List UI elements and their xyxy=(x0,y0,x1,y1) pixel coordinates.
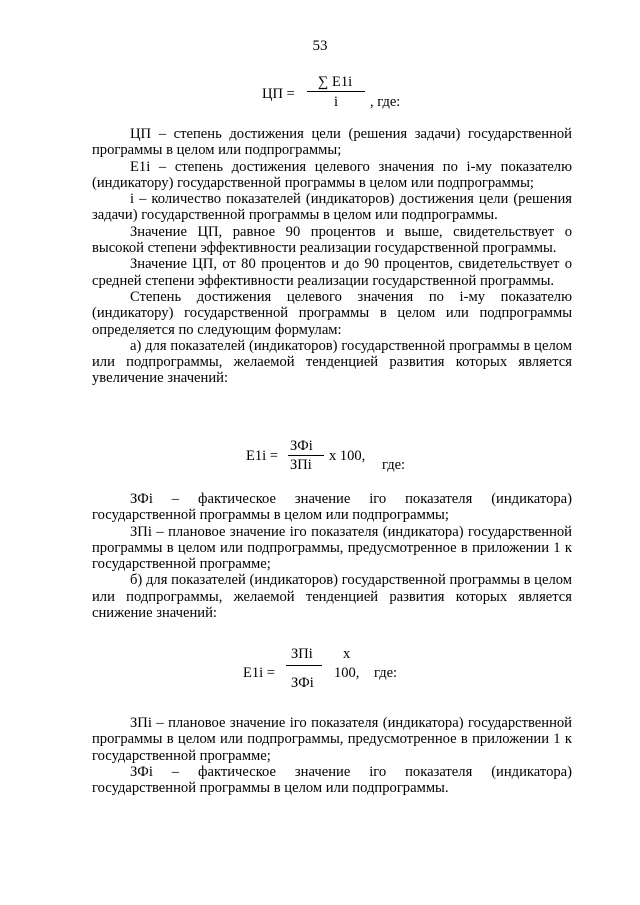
formula3-multiplier-bottom: 100, xyxy=(334,665,360,681)
paragraph: ЗПi – плановое значение iго показателя (индикатора) государственной программы в целом или подпрограммы, предусмотренное в приложении 1 к государственной программе; xyxy=(92,523,572,573)
paragraph: ЦП – степень достижения цели (решения задачи) государственной программы в целом или подпрограммы; xyxy=(92,126,572,159)
formula2-multiplier: х 100, xyxy=(329,448,366,464)
paragraph: ЗФi – фактическое значение iго показателя (индикатора) государственной программы в целом или подпрограммы. xyxy=(92,763,572,797)
paragraph: б) для показателей (индикаторов) государственной программы в целом или подпрограммы, желаемой тенденцией развития которых является снижение значений: xyxy=(92,572,572,622)
definitions-block-3 xyxy=(92,715,572,796)
paragraph: Значение ЦП, равное 90 процентов и выше, свидетельствует о высокой степени эффективности реализации государственной программы. xyxy=(92,223,572,257)
formula2-denominator: ЗПi xyxy=(290,457,312,473)
formula1-lhs: ЦП = xyxy=(262,86,295,102)
page-number: 53 xyxy=(312,38,328,54)
paragraph: Значение ЦП, от 80 процентов и до 90 процентов, свидетельствует о средней степени эффективности реализации государственной программы. xyxy=(92,256,572,289)
formula3-fraction-bar xyxy=(286,665,322,666)
paragraph: а) для показателей (индикаторов) государственной программы в целом или подпрограммы, желаемой тенденцией развития которых является увеличение значений: xyxy=(92,337,572,387)
paragraph: ЗФi – фактическое значение iго показателя (индикатора) государственной программы в целом или подпрограммы; xyxy=(92,491,572,524)
formula1-suffix: , где: xyxy=(370,94,401,110)
paragraph: i – количество показателей (индикаторов) достижения цели (решения задачи) государственной программы в целом или подпрограммы. xyxy=(92,191,572,224)
formula3-numerator: ЗПi xyxy=(291,646,313,662)
formula2-numerator: ЗФi xyxy=(290,438,313,454)
formula2-suffix: где: xyxy=(382,457,406,473)
formula2-lhs: Е1i = xyxy=(246,448,278,464)
formula3-denominator: ЗФi xyxy=(291,675,314,691)
formula1-denominator: i xyxy=(334,94,339,110)
formula3-suffix: где: xyxy=(374,665,398,681)
paragraph: Степень достижения целевого значения по i-му показателю (индикатору) государственной программы в целом или подпрограммы определяется по следующим формулам: xyxy=(92,288,572,338)
paragraph: Е1i – степень достижения целевого значения по i-му показателю (индикатору) государственной программы в целом или подпрограммы; xyxy=(92,158,572,191)
formula3-multiplier-top: х xyxy=(343,646,351,662)
formula1-numerator: ∑ Е1i xyxy=(318,74,353,90)
formula3-lhs: Е1i = xyxy=(243,665,275,681)
paragraph: ЗПi – плановое значение iго показателя (индикатора) государственной программы в целом или подпрограммы, предусмотренное в приложении 1 к государственной программе; xyxy=(92,715,572,764)
